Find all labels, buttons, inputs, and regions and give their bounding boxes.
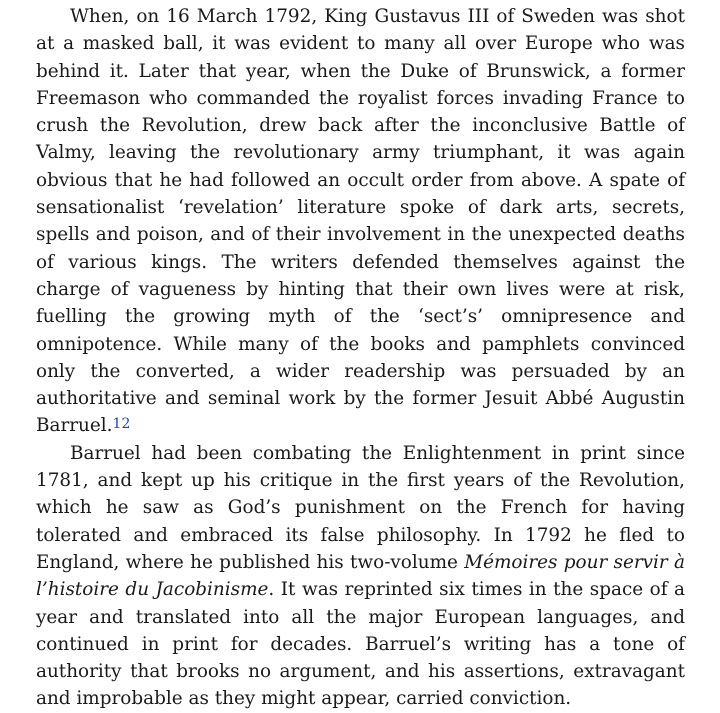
paragraph-2-text-after: . It was reprinted six times in the space of a year and translated into all the major European languages, and continued in print for decades. Barruel’s writing has a tone of authority that brooks no argument, and his assertions, extravagant and improbable as they might appear, carried conviction.	[36, 579, 685, 710]
book-title: Mémoires pour servir à l’histoire du Jacobinisme	[36, 551, 685, 601]
paragraph-1	[36, 3, 685, 440]
paragraph-2-text-before: Barruel had been combating the Enlightenment in print since 1781, and kept up his critique in the first years of the Revolution, which he saw as God’s punishment on the French for having tolerated and embraced its false philosophy. In 1792 he fled to England, where he published his two-volume	[36, 442, 685, 573]
document-page	[36, 3, 685, 713]
paragraph-1-text: When, on 16 March 1792, King Gustavus III of Sweden was shot at a masked ball, it was evident to many all over Europe who was behind it. Later that year, when the Duke of Brunswick, a former Freemason who commanded the royalist forces invading France to crush the Revolution, drew back after the inconclusive Battle of Valmy, leaving the revolutionary army triumphant, it was again obvious that he had followed an occult order from above. A spate of sensationalist ‘revelation’ literature spoke of dark arts, secrets, spells and poison, and of their involvement in the unexpected deaths of various kings. The writers defended themselves against the charge of vagueness by hinting that their own lives were at risk, fuelling the growing myth of the ‘sect’s’ omnipresence and omnipotence. While many of the books and pamphlets convinced only the converted, a wider readership was persuaded by an authoritative and seminal work by the former Jesuit Abbé Augustin Barruel.	[36, 6, 685, 437]
footnote-link-12[interactable]: 12	[112, 416, 131, 433]
paragraph-2	[36, 440, 685, 713]
